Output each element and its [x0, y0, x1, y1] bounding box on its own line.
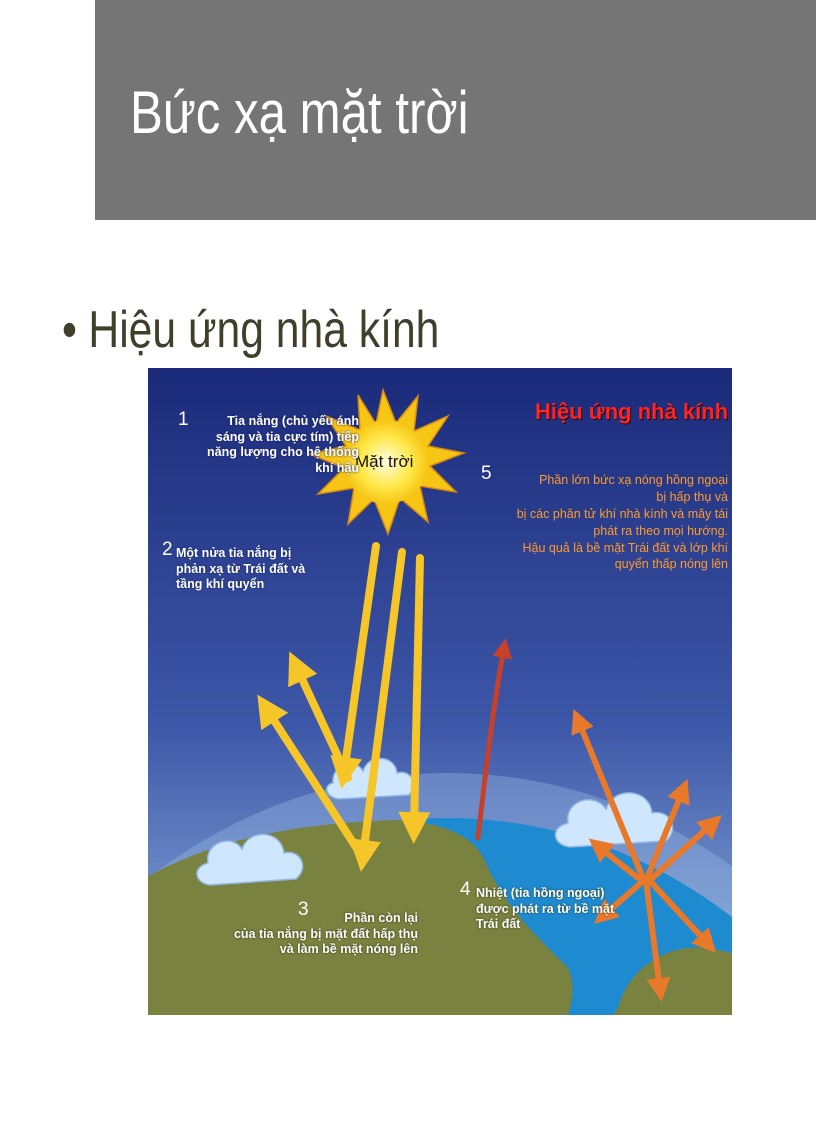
bullet-item — [62, 300, 439, 360]
step-1-text: Tia nắng (chủ yếu ánh sáng và tia cực tím) tiếp năng lượng cho hệ thống khí hậu — [207, 414, 359, 475]
sun-label: Mặt trời — [355, 452, 414, 471]
bullet-dot-icon: • — [62, 301, 77, 359]
bullet-text: Hiệu ứng nhà kính — [88, 301, 440, 359]
step-2-text: Một nửa tia nắng bị phản xạ từ Trái đất và tầng khí quyển — [176, 546, 306, 592]
step-2-number: 2 — [162, 539, 173, 560]
greenhouse-diagram — [148, 368, 732, 1015]
step-3-text: Phần còn lại của tia nắng bị mặt đất hấp thụ và làm bề mặt nóng lên — [233, 911, 418, 957]
slide-title: Bức xạ mặt trời — [130, 79, 469, 146]
step-5-text: Phần lớn bức xạ nóng hồng ngoại bị hấp thụ và bị các phân tử khí nhà kính và mây tái phát ra theo mọi hướng. Hậu quả là bề mặt Trái đất và lớp khí quyển thấp nóng lên — [516, 473, 728, 572]
step-3-number: 3 — [298, 899, 309, 920]
step-5-number: 5 — [481, 463, 492, 484]
step-1-number: 1 — [178, 409, 189, 430]
step-4-number: 4 — [460, 879, 471, 900]
step-4-text: Nhiệt (tia hồng ngoại) được phát ra từ bề mặt Trái đất — [476, 886, 615, 932]
diagram-header: Hiệu ứng nhà kính — [535, 399, 729, 424]
